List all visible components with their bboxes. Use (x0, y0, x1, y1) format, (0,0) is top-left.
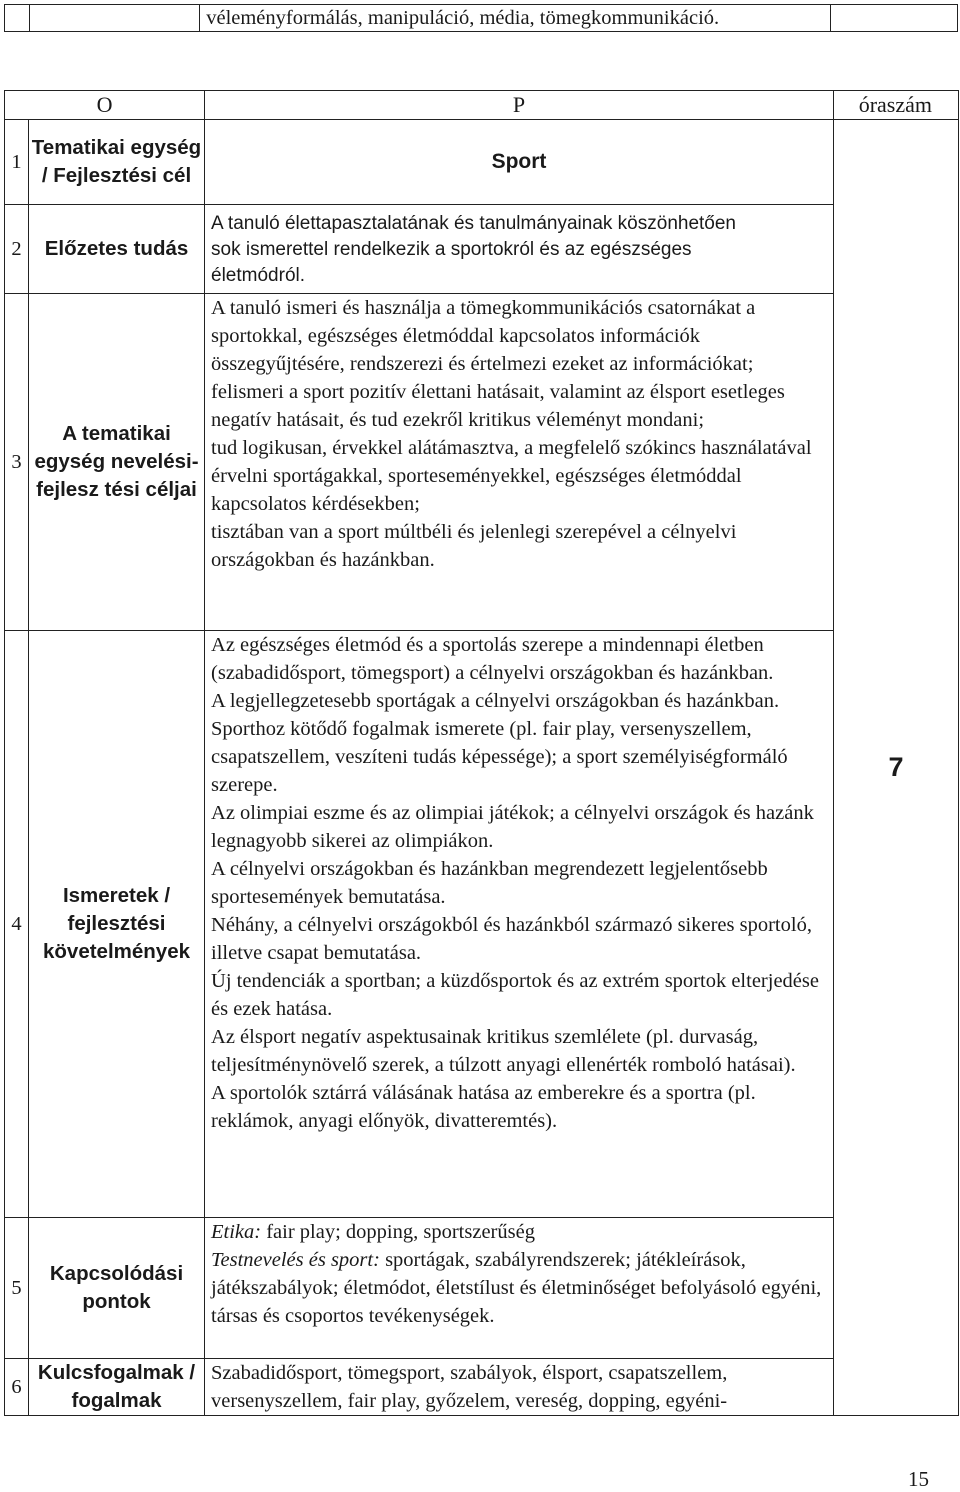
paragraph: Új tendenciák a sportban; a küzdősportok és az extrém sportok elterjedése és ezek hatása. (211, 970, 819, 1020)
paragraph: A tanuló ismeri és használja a tömegkommunikációs csatornákat a sportokkal, egészséges életmóddal kapcsolatos információk összegyűjtésére, rendszerezi és értelmezi ezeket az információkat; (211, 297, 756, 375)
connection-subject: Testnevelés és sport: (211, 1249, 380, 1271)
hours-value: 7 (834, 120, 959, 1416)
paragraph: Az élsport negatív aspektusainak kritikus szemlélete (pl. durvaság, teljesítménynövelő szerek, a túlzott anyagi ellenérték romboló hatásai). (211, 1026, 796, 1076)
continuation-row (5, 5, 958, 32)
row-number: 4 (5, 631, 29, 1218)
row-label: Kulcsfogalmak / fogalmak (29, 1359, 205, 1416)
table-row (5, 631, 959, 1218)
row-number: 6 (5, 1359, 29, 1416)
text-line: életmódról. (211, 265, 306, 286)
continuation-num-cell (5, 5, 30, 32)
key-concepts-text: Szabadidősport, tömegsport, szabályok, élsport, csapatszellem, versenyszellem, fair play, győzelem, vereség, dopping, egyéni- (205, 1359, 834, 1416)
connection-item (211, 1218, 829, 1246)
paragraph: A sportolók sztárrá válásának hatása az emberekre és a sportra (pl. reklámok, anyagi előnyök, divatteremtés). (211, 1082, 756, 1132)
text-line: A tanuló élettapasztalatának és tanulmányainak köszönhetően (211, 213, 736, 234)
curriculum-table (4, 90, 959, 1416)
connections-text (205, 1218, 834, 1359)
paragraph: tisztában van a sport múltbéli és jelenlegi szerepével a célnyelvi országokban és hazánkban. (211, 521, 737, 571)
unit-title: Sport (205, 120, 834, 205)
continuation-table (4, 4, 958, 32)
connection-content: fair play; dopping, sportszerűség (261, 1221, 535, 1243)
table-row (5, 1218, 959, 1359)
paragraph: A célnyelvi országokban és hazánkban megrendezett legjelentősebb sportesemények bemutatása. (211, 858, 768, 908)
paragraph: A legjellegzetesebb sportágak a célnyelvi országokban és hazánkban. (211, 690, 780, 712)
row-number: 3 (5, 294, 29, 631)
continuation-label-cell (29, 5, 199, 32)
continuation-text: véleményformálás, manipuláció, média, tömegkommunikáció. (200, 5, 831, 32)
header-col-o: O (5, 91, 205, 120)
header-col-hours: óraszám (834, 91, 959, 120)
page-number: 15 (908, 1467, 929, 1491)
requirements-text (205, 631, 834, 1218)
row-label: Ismeretek / fejlesztési követelmények (29, 631, 205, 1218)
row-number: 1 (5, 120, 29, 205)
paragraph: Az egészséges életmód és a sportolás szerepe a mindennapi életben (szabadidősport, tömegsport) a célnyelvi országokban és hazánkban. (211, 634, 774, 684)
row-label: Előzetes tudás (29, 205, 205, 294)
paragraph: Sporthoz kötődő fogalmak ismerete (pl. fair play, versenyszellem, csapatszellem, veszíteni tudás képessége); a sport személyiségformáló szerepe. (211, 718, 788, 796)
connection-content: sportágak, szabályrendszerek; játékleírások, játékszabályok; életmódot, életstílust és életminőséget befolyásoló egyéni, társas és csoportos tevékenységek. (211, 1249, 822, 1327)
table-row (5, 294, 959, 631)
paragraph: tud logikusan, érvekkel alátámasztva, a megfelelő szókincs használatával érvelni sportágakkal, sporteseményekkel, egészséges életmóddal kapcsolatos kérdésekben; (211, 437, 812, 515)
header-col-p: P (205, 91, 834, 120)
development-goals-text (205, 294, 834, 631)
row-label: A tematikai egység nevelési-fejlesz tési céljai (29, 294, 205, 631)
table-row (5, 1359, 959, 1416)
paragraph: felismeri a sport pozitív élettani hatásait, valamint az élsport esetleges negatív hatásait, és tud ezekről kritikus véleményt mondani; (211, 381, 785, 431)
table-header-row (5, 91, 959, 120)
continuation-hours-cell (831, 5, 958, 32)
row-number: 5 (5, 1218, 29, 1359)
connection-item (211, 1246, 829, 1330)
text-line: sok ismerettel rendelkezik a sportokról és az egészséges (211, 239, 692, 260)
row-number: 2 (5, 205, 29, 294)
prior-knowledge-text (205, 205, 834, 294)
table-row (5, 120, 959, 205)
row-label: Kapcsolódási pontok (29, 1218, 205, 1359)
connection-subject: Etika: (211, 1221, 262, 1243)
paragraph: Néhány, a célnyelvi országokból és hazánkból származó sikeres sportoló, illetve csapat bemutatása. (211, 914, 812, 964)
paragraph: Az olimpiai eszme és az olimpiai játékok; a célnyelvi országok és hazánk legnagyobb sikerei az olimpiákon. (211, 802, 814, 852)
row-label: Tematikai egység / Fejlesztési cél (29, 120, 205, 205)
table-row (5, 205, 959, 294)
